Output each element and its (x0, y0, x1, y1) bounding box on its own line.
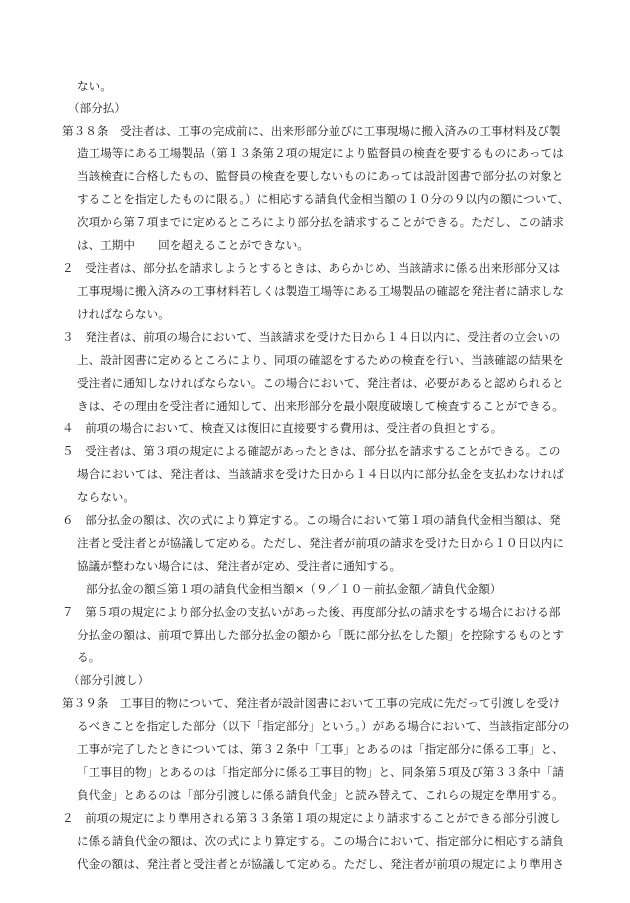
paragraph-6-line-3: 協議が整わない場合には、発注者が定め、受注者に通知する。 (77, 559, 402, 573)
paragraph-3-line-1: ３ 発注者は、前項の場合において、当該請求を受けた日から１４日以内に、受注者の立会いの (62, 330, 561, 344)
article-38-line-1: 第３８条 受注者は、工事の完成前に、出来形部分並びに工事現場に搬入済みの工事材料及び製 (62, 124, 561, 138)
paragraph-4-line-1: ４ 前項の場合において、検査又は復旧に直接要する費用は、受注者の負担とする。 (62, 421, 503, 435)
paragraph-6-line-2: 注者と受注者とが協議して定める。ただし、発注者が前項の請求を受けた日から１０日以内に (77, 536, 564, 550)
paragraph-5-line-3: ならない。 (77, 490, 135, 504)
partial-payment-formula: 部分払金の額≦第１項の請負代金相当額×（９／１０－前払金額／請負代金額） (86, 582, 502, 596)
article-39-line-5: 負代金」とあるのは「部分引渡しに係る請負代金」と読み替えて、これらの規定を準用する。 (77, 788, 564, 802)
article-38-line-2: 造工場等にある工場製品（第１３条第２項の規定により監督員の検査を要するものにあっては (77, 146, 564, 160)
article-38-line-3: 当該検査に合格したもの、監督員の検査を要しないものにあっては設計図書で部分払の対象と (77, 169, 564, 183)
article-39-line-3: 工事が完了したときについては、第３２条中「工事」とあるのは「指定部分に係る工事」と、 (77, 742, 564, 756)
paragraph-2-line-1: ２ 受注者は、部分払を請求しようとするときは、あらかじめ、当該請求に係る出来形部分又は (62, 261, 561, 275)
heading-partial-delivery: （部分引渡し） (68, 673, 150, 687)
paragraph-6-line-1: ６ 部分払金の額は、次の式により算定する。この場合において第１項の請負代金相当額は、発 (62, 513, 561, 527)
article-39-line-1: 第３９条 工事目的物について、発注者が設計図書において工事の完成に先だって引渡しを受け (62, 696, 561, 710)
paragraph-7-line-2: 分払金の額は、前項で算出した部分払金の額から「既に部分払をした額」を控除するものとす (77, 628, 564, 642)
article-39-paragraph-2-line-3: 代金の額は、発注者と受注者とが協議して定める。ただし、発注者が前項の規定により準用さ (77, 857, 564, 871)
paragraph-3-line-4: きは、その理由を受注者に通知して、出来形部分を最小限度破壊して検査することができる。 (77, 399, 564, 413)
paragraph-3-line-3: 受注者に通知しなければならない。この場合において、発注者は、必要があると認められると (77, 376, 564, 390)
paragraph-3-line-2: 上、設計図書に定めるところにより、同項の確認をするための検査を行い、当該確認の結果を (77, 353, 564, 367)
paragraph-7-line-1: ７ 第５項の規定により部分払金の支払いがあった後、再度部分払の請求をする場合における部 (62, 605, 561, 619)
article-39-line-4: 「工事目的物」とあるのは「指定部分に係る工事目的物」と、同条第５項及び第３３条中「請 (77, 765, 564, 779)
article-39-line-2: るべきことを指定した部分（以下「指定部分」という。）がある場合において、当該指定部分の (77, 719, 570, 733)
heading-partial-payment: （部分払） (68, 101, 126, 115)
article-38-line-5: 次項から第７項までに定めるところにより部分払を請求することができる。ただし、この請求 (77, 215, 564, 229)
article-39-paragraph-2-line-1: ２ 前項の規定により準用される第３３条第１項の規定により請求することができる部分引渡し (62, 811, 561, 825)
paragraph-7-line-3: る。 (77, 650, 101, 664)
article-39-paragraph-2-line-2: に係る請負代金の額は、次の式により算定する。この場合において、指定部分に相応する請負 (77, 834, 564, 848)
paragraph-5-line-1: ５ 受注者は、第３項の規定による確認があったときは、部分払を請求することができる。この (62, 444, 561, 458)
text-line-continuation: ない。 (77, 79, 112, 93)
article-38-line-4: することを指定したものに限る。）に相応する請負代金相当額の１０分の９以内の額について、 (77, 192, 570, 206)
paragraph-2-line-3: ければならない。 (77, 307, 170, 321)
paragraph-2-line-2: 工事現場に搬入済みの工事材料若しくは製造工場等にある工場製品の確認を発注者に請求しな (77, 284, 564, 298)
article-38-line-6: は、工期中 回を超えることができない。 (77, 238, 309, 252)
paragraph-5-line-2: 場合においては、発注者は、当該請求を受けた日から１４日以内に部分払金を支払わなければ (77, 467, 564, 481)
